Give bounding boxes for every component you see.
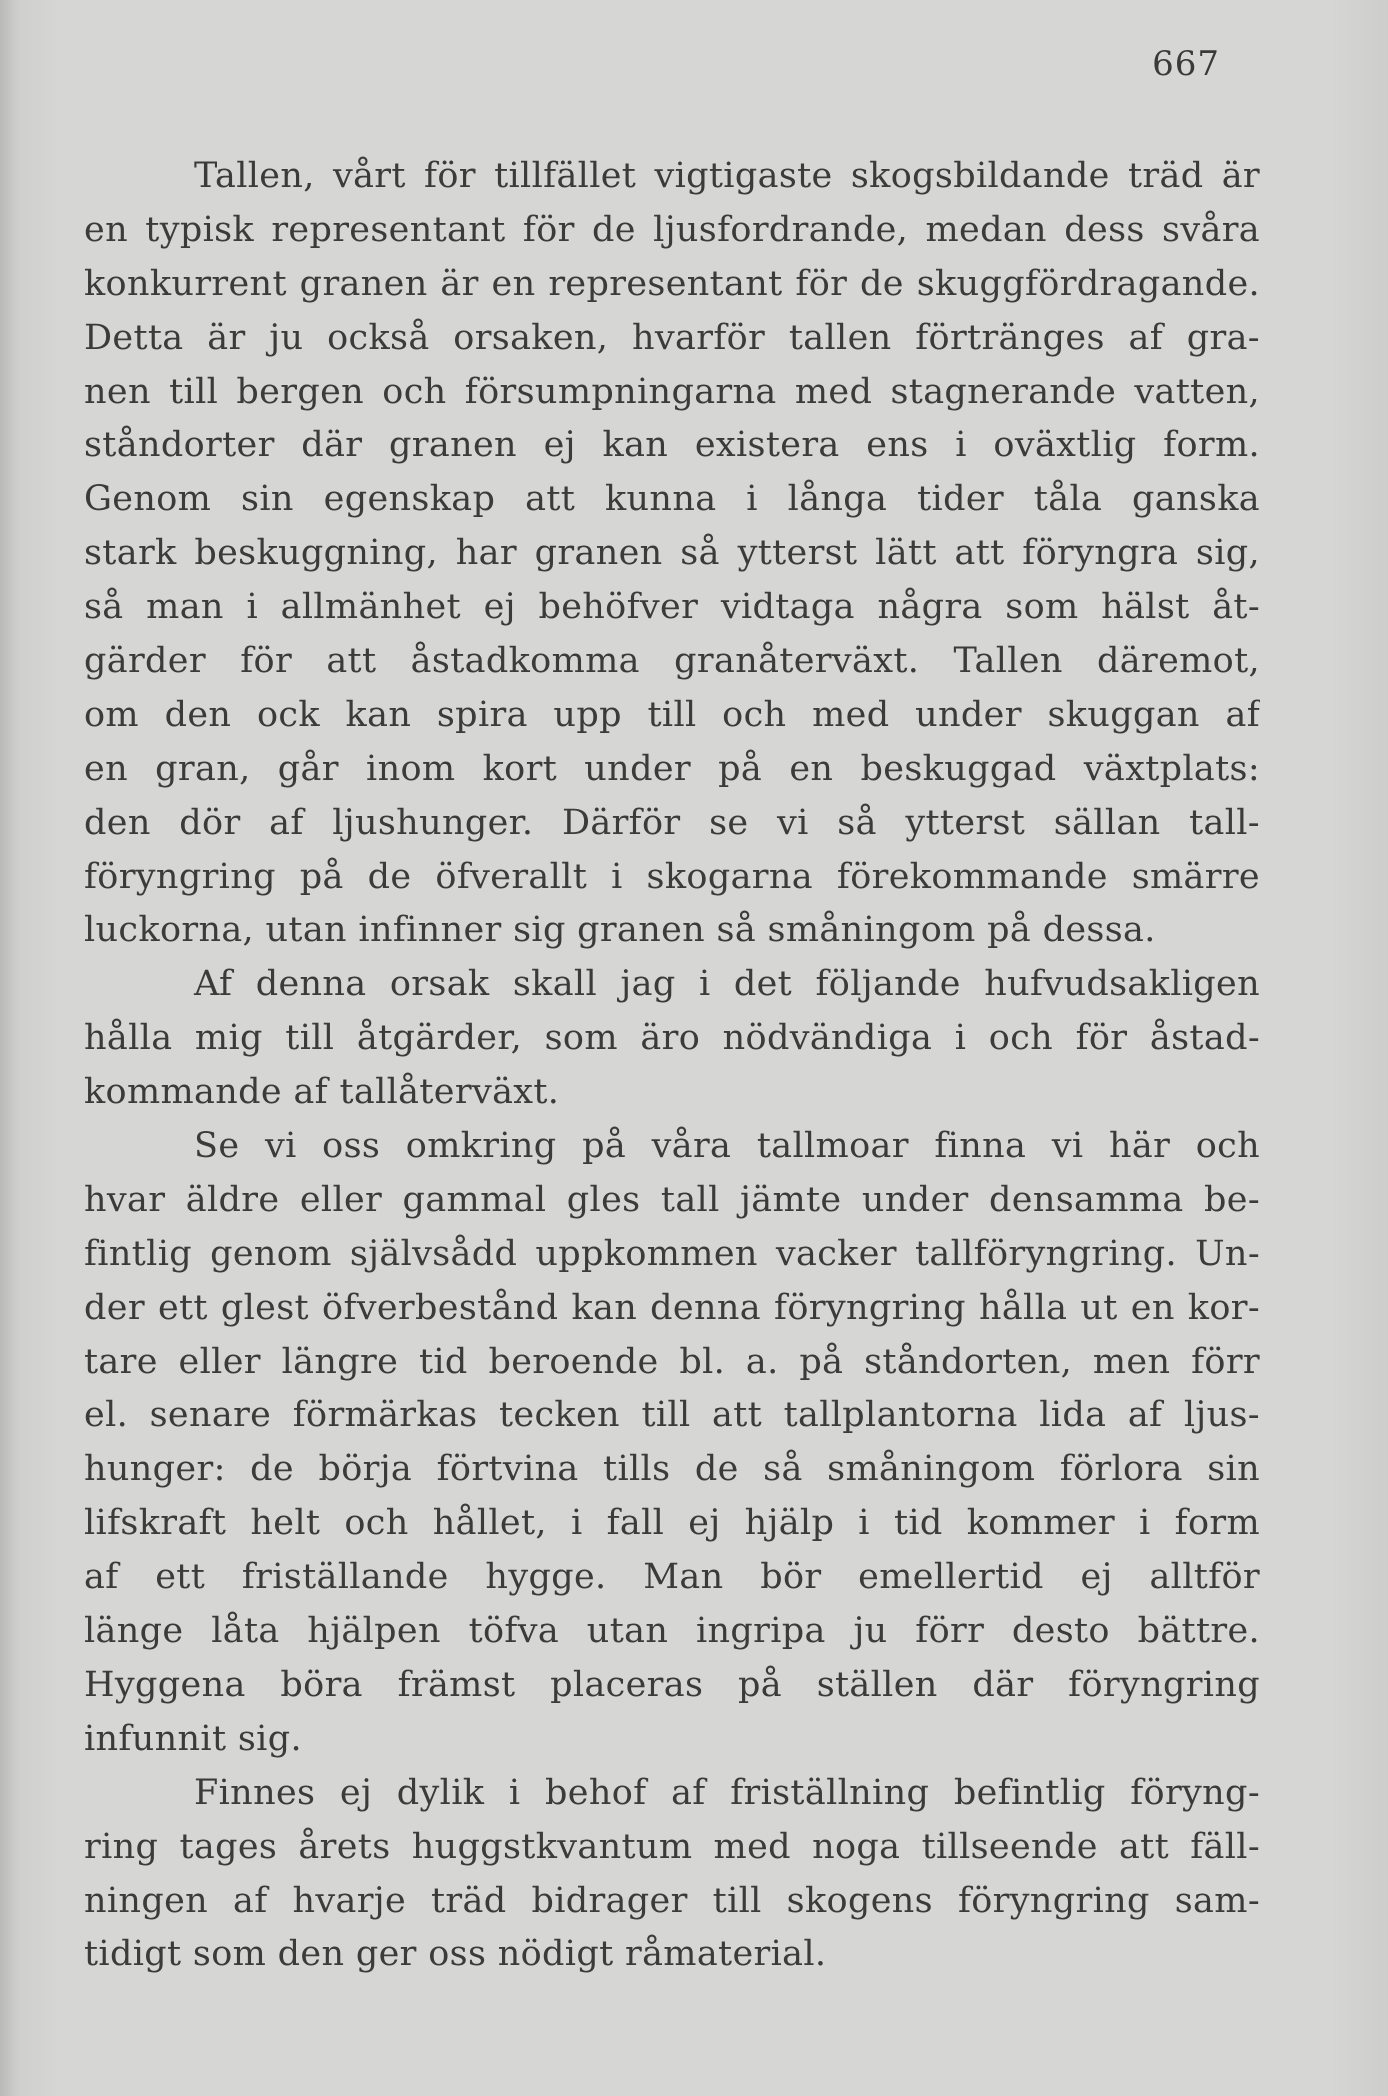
text-line: så man i allmänhet ej behöfver vidtaga några som hälst åt- [84,587,1260,628]
body-text [84,150,1260,1982]
text-line: der ett glest öfverbestånd kan denna föryngring hålla ut en kor- [84,1287,1260,1328]
text-line: kommande af tallåterväxt. [84,1072,560,1113]
text-line: fintlig genom självsådd uppkommen vacker tallföryngring. Un- [84,1233,1260,1274]
page-number: 667 [1152,44,1220,84]
text-line: hunger: de börja förtvina tills de så småningom förlora sin [84,1449,1260,1490]
text-line: en gran, går inom kort under på en beskuggad växtplats: [84,748,1260,789]
paragraph-4 [84,1767,1260,1983]
text-line: hålla mig till åtgärder, som äro nödvändiga i och för åstad- [84,1018,1260,1059]
text-line: ståndorter där granen ej kan existera ens i oväxtlig form. [84,425,1260,466]
text-line: ningen af hvarje träd bidrager till skogens föryngring sam- [84,1880,1260,1921]
text-line: tare eller längre tid beroende bl. a. på ståndorten, men förr [84,1341,1260,1382]
text-line: ring tages årets huggstkvantum med noga tillseende att fäll- [84,1826,1260,1867]
text-line: tidigt som den ger oss nödigt råmaterial. [84,1934,827,1975]
text-line: Hyggena böra främst placeras på ställen där föryngring [84,1664,1260,1705]
text-line: länge låta hjälpen töfva utan ingripa ju förr desto bättre. [84,1611,1260,1652]
text-line: stark beskuggning, har granen så ytterst lätt att föryngra sig, [84,533,1260,574]
text-line: föryngring på de öfverallt i skogarna förekommande smärre [84,856,1260,897]
text-line: den dör af ljushunger. Därför se vi så ytterst sällan tall- [84,802,1260,843]
text-line: Af denna orsak skall jag i det följande hufvudsakligen [194,964,1260,1005]
text-line: en typisk representant för de ljusfordrande, medan dess svåra [84,209,1260,250]
text-line: lifskraft helt och hållet, i fall ej hjälp i tid kommer i form [84,1503,1260,1544]
text-line: af ett friställande hygge. Man bör emellertid ej alltför [84,1557,1260,1598]
paragraph-2 [84,958,1260,1120]
text-line: Se vi oss omkring på våra tallmoar finna vi här och [194,1126,1260,1167]
text-line: om den ock kan spira upp till och med under skuggan af [84,694,1260,735]
text-line: konkurrent granen är en representant för de skuggfördragande. [84,263,1260,304]
text-line: nen till bergen och försumpningarna med stagnerande vatten, [84,371,1260,412]
text-line: Genom sin egenskap att kunna i långa tider tåla ganska [84,479,1260,520]
text-line: el. senare förmärkas tecken till att tallplantorna lida af ljus- [84,1395,1260,1436]
text-line: Finnes ej dylik i behof af friställning befintlig föryng- [194,1772,1260,1813]
text-line: Detta är ju också orsaken, hvarför tallen förtränges af gra- [84,317,1260,358]
text-line: Tallen, vårt för tillfället vigtigaste skogsbildande träd är [194,156,1260,196]
text-line: luckorna, utan infinner sig granen så småningom på dessa. [84,910,1156,951]
text-line: hvar äldre eller gammal gles tall jämte under densamma be- [84,1179,1260,1220]
paragraph-3 [84,1120,1260,1767]
paragraph-1 [84,150,1260,958]
text-line: gärder för att åstadkomma granåterväxt. Tallen däremot, [84,641,1260,682]
text-line: infunnit sig. [84,1718,302,1759]
